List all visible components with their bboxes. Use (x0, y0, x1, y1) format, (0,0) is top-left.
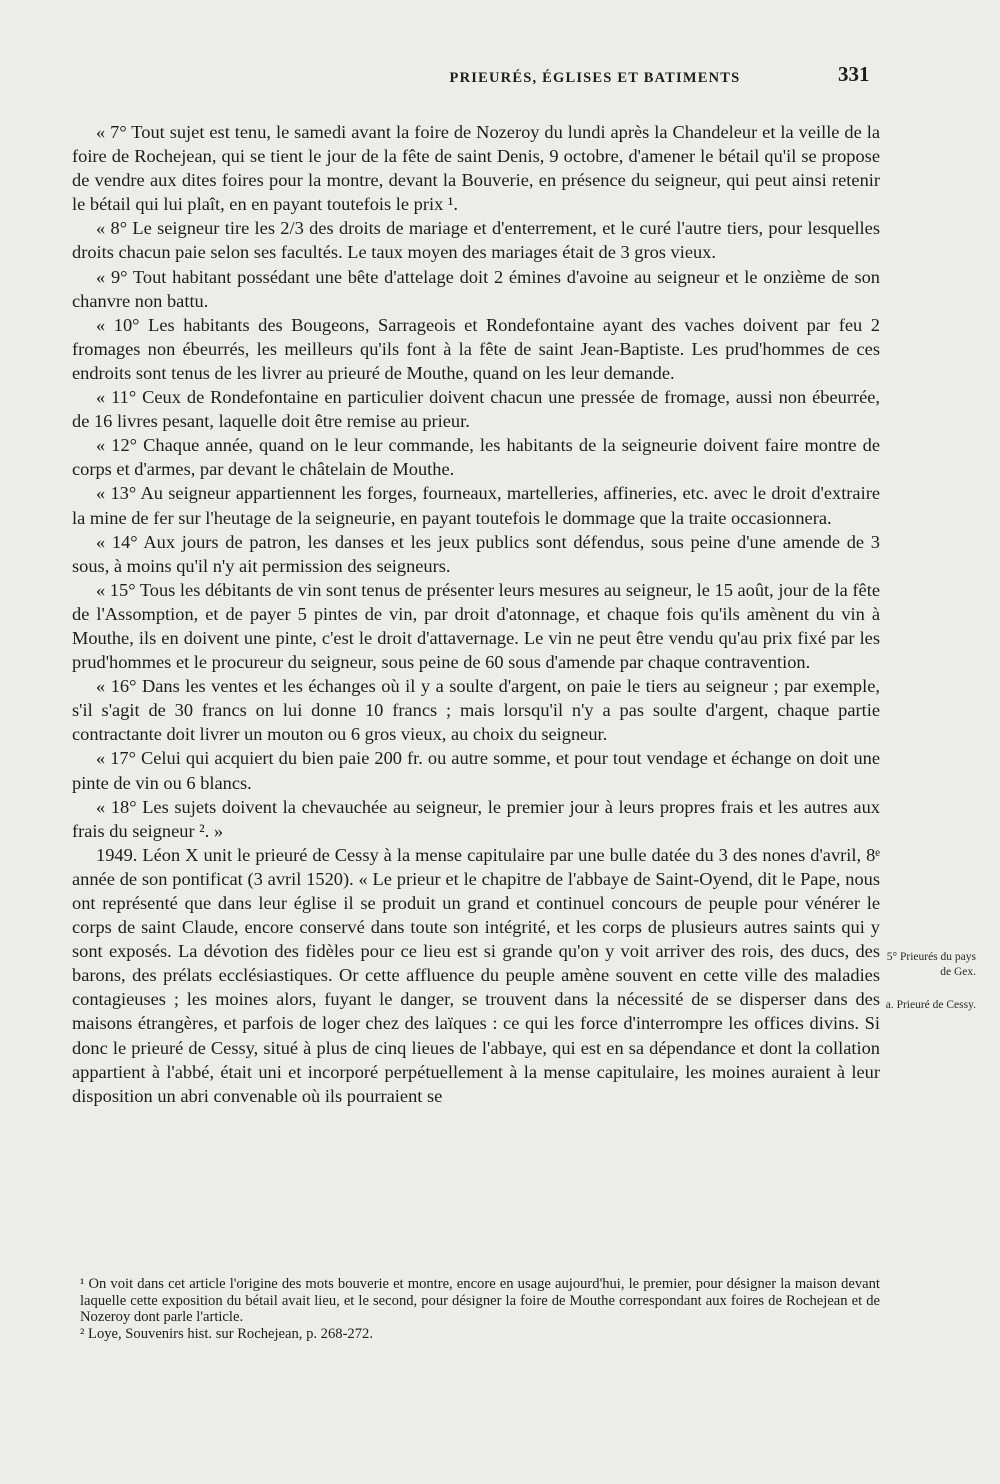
paragraph: « 7° Tout sujet est tenu, le samedi avant la foire de Nozeroy du lundi après la Chandeleur et la veille de la foire de Rochejean, qui se tient le jour de la fête de saint Denis, 9 octobre, d'amener le bétail qu'il se propose de vendre aux dites foires pour la montre, devant la Bouverie, en présence du seigneur, qui peut ainsi retenir le bétail qui lui plaît, en en payant toutefois le prix ¹. (72, 122, 880, 215)
paragraph: « 12° Chaque année, quand on le leur commande, les habitants de la seigneurie doivent faire montre de corps et d'armes, par devant le châtelain de Mouthe. (72, 435, 880, 480)
paragraph: « 15° Tous les débitants de vin sont tenus de présenter leurs mesures au seigneur, le 15 août, jour de la fête de l'Assomption, et de payer 5 pintes de vin, par droit d'atonnage, et chaque fois qu'ils amènent du vin à Mouthe, ils en doivent une pinte, c'est le droit d'attavernage. Le vin ne peut être vendu qu'au prix fixé par les prud'hommes et le procureur du seigneur, sous peine de 60 sous d'amende par chaque contravention. (72, 579, 880, 673)
footnotes (80, 1276, 880, 1342)
margin-note: a. Prieuré de Cessy. (885, 999, 976, 1011)
running-title: PRIEURÉS, ÉGLISES ET BATIMENTS (449, 70, 741, 86)
margin-note: 5° Prieurés du pays de Gex. (886, 951, 976, 978)
paragraph: « 13° Au seigneur appartiennent les forges, fourneaux, martelleries, affineries, etc. avec le droit d'extraire la mine de fer sur l'heutage de la seigneurie, en payant toutefois le dommage que la traite occasionnera. (72, 483, 880, 528)
paragraph: « 8° Le seigneur tire les 2/3 des droits de mariage et d'enterrement, et le curé l'autre tiers, pour lesquelles droits chacun paie selon ses facultés. Le taux moyen des mariages était de 3 gros vieux. (72, 218, 880, 263)
paragraph: « 18° Les sujets doivent la chevauchée au seigneur, le premier jour à leurs propres frais et les autres aux frais du seigneur ². » (72, 796, 880, 841)
page-number: 331 (838, 62, 870, 86)
paragraph: « 14° Aux jours de patron, les danses et les jeux publics sont défendus, sous peine d'une amende de 3 sous, à moins qu'il n'y ait permission des seigneurs. (72, 531, 880, 576)
main-text (72, 120, 880, 1108)
paragraph: « 10° Les habitants des Bougeons, Sarrageois et Rondefontaine ayant des vaches doivent par feu 2 fromages non ébeurrés, les meilleurs qu'ils font à la fête de saint Jean-Baptiste. Les prud'hommes de ces endroits sont tenus de les livrer au prieuré de Mouthe, quand on les leur demande. (72, 314, 880, 383)
paragraph: 1949. Léon X unit le prieuré de Cessy à la mense capitulaire par une bulle datée du 3 des nones d'avril, 8ᵉ année de son pontificat (3 avril 1520). « Le prieur et le chapitre de l'abbaye de Saint-Oyend, dit le Pape, nous ont représenté que dans leur église il se produit un grand et continuel concours de peuple pour vénérer le corps de saint Claude, encore conservé dans toute son intégrité, et les corps de plusieurs autres saints qui y sont exposés. La dévotion des fidèles pour ce lieu est si grande qu'on y voit arriver des rois, des ducs, des barons, des prélats ecclésiastiques. Or cette affluence du peuple amène souvent en cette ville des maladies contagieuses ; les moines alors, fuyant le danger, se trouvent dans la nécessité de se disperser dans des maisons étrangères, et parfois de loger chez des laïques : ce qui les force d'interrompre les offices divins. Si donc le prieuré de Cessy, situé à plus de cinq lieues de l'abbaye, qui est en sa dépendance et dont la collation appartient à l'abbé, était uni et incorporé perpétuellement à la mense capitulaire, les moines auraient à leur disposition un abri convenable où ils pourraient se (72, 844, 880, 1106)
paragraph: « 11° Ceux de Rondefontaine en particulier doivent chacun une pressée de fromage, aussi non ébeurrée, de 16 livres pesant, laquelle doit être remise au prieur. (72, 387, 880, 432)
footnote: ² Loye, Souvenirs hist. sur Rochejean, p. 268-272. (80, 1325, 373, 1342)
paragraph: « 16° Dans les ventes et les échanges où il y a soulte d'argent, on paie le tiers au seigneur ; par exemple, s'il s'agit de 30 francs on lui donne 10 francs ; mais lorsqu'il n'y a pas soulte d'argent, chaque partie contractante doit livrer un mouton ou 6 gros vieux, au choix du seigneur. (72, 676, 880, 745)
paragraph: « 9° Tout habitant possédant une bête d'attelage doit 2 émines d'avoine au seigneur et le onzième de son chanvre non battu. (72, 266, 880, 311)
footnote: ¹ On voit dans cet article l'origine des mots bouverie et montre, encore en usage aujourd'hui, le premier, pour désigner la maison devant laquelle cette exposition du bétail avait lieu, et le second, pour désigner la foire de Mouthe correspondant aux foires de Rochejean et de Nozeroy dont parle l'article. (80, 1276, 880, 1325)
paragraph: « 17° Celui qui acquiert du bien paie 200 fr. ou autre somme, et pour tout vendage et échange on doit une pinte de vin ou 6 blancs. (72, 748, 880, 793)
